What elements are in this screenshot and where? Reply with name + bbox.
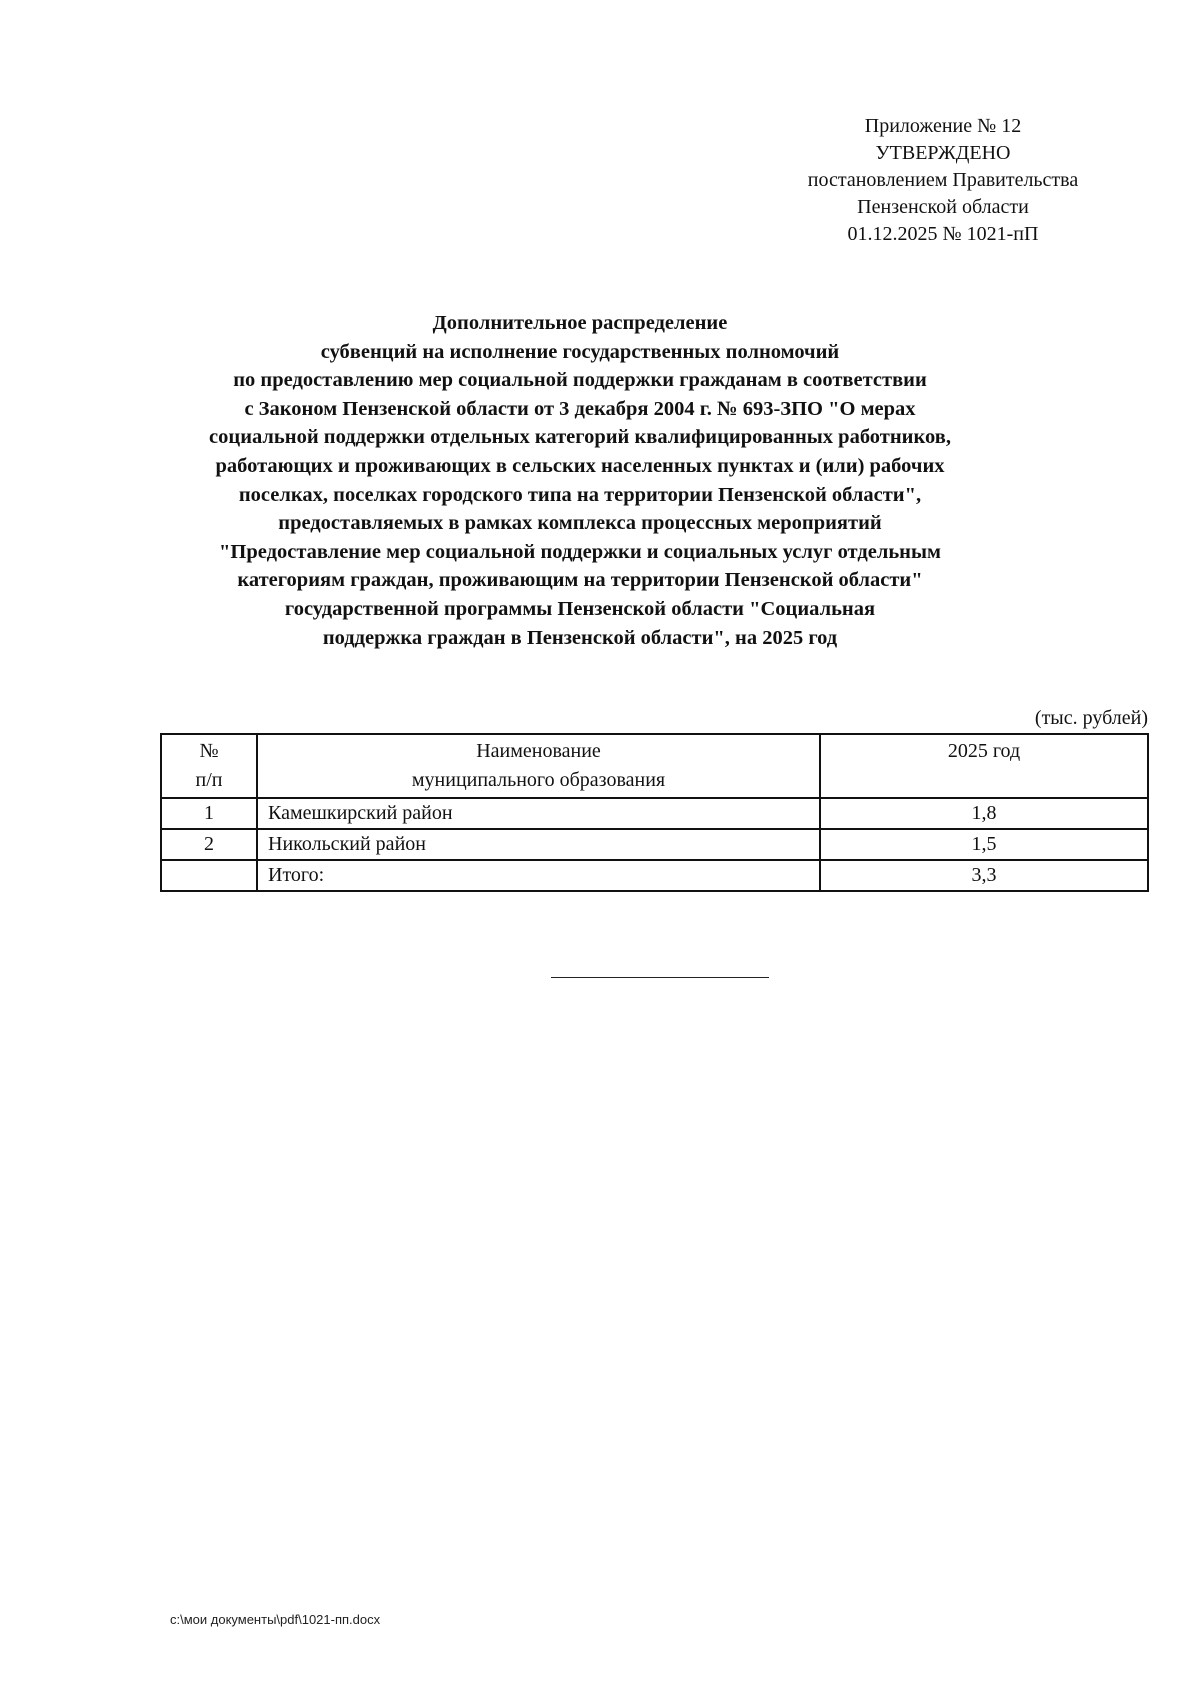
- header-municipality: Наименование муниципального образования: [257, 734, 820, 798]
- row-value: 1,8: [820, 798, 1148, 829]
- title-line: субвенций на исполнение государственных полномочий: [320, 340, 840, 363]
- title-line: предоставляемых в рамках комплекса процессных мероприятий: [278, 512, 882, 535]
- distribution-table: [160, 733, 1149, 892]
- header-year: 2025 год: [820, 734, 1148, 798]
- row-municipality: Никольский район: [257, 829, 820, 860]
- title-line: поселках, поселках городского типа на территории Пензенской области",: [238, 483, 922, 506]
- document-title: [150, 309, 1010, 652]
- row-value: 1,5: [820, 829, 1148, 860]
- table-header-row: [161, 734, 1148, 798]
- appendix-number: Приложение № 12: [864, 115, 1022, 137]
- row-number: 1: [161, 798, 257, 829]
- total-number: [161, 860, 257, 891]
- title-line: государственной программы Пензенской области "Социальная: [284, 597, 876, 620]
- approval-line: постановлением Правительства: [807, 169, 1079, 191]
- total-value: 3,3: [820, 860, 1148, 891]
- title-line: категориям граждан, проживающим на территории Пензенской области": [237, 569, 923, 592]
- separator-line: [551, 977, 769, 978]
- table-row: [161, 798, 1148, 829]
- file-path-footer: c:\мои документы\pdf\1021-пп.docx: [170, 1612, 381, 1627]
- approved-stamp: УТВЕРЖДЕНО: [875, 142, 1011, 164]
- title-line: работающих и проживающих в сельских населенных пунктах и (или) рабочих: [215, 454, 945, 477]
- row-municipality: Камешкирский район: [257, 798, 820, 829]
- row-number: 2: [161, 829, 257, 860]
- title-line: поддержка граждан в Пензенской области", на 2025 год: [322, 626, 838, 649]
- approval-date-number: 01.12.2025 № 1021-пП: [847, 223, 1039, 245]
- title-line: "Предоставление мер социальной поддержки и социальных услуг отдельным: [219, 540, 941, 563]
- approval-line: Пензенской области: [857, 196, 1029, 218]
- table-row: [161, 829, 1148, 860]
- table-total-row: [161, 860, 1148, 891]
- approval-block: [778, 113, 1108, 248]
- title-line: с Законом Пензенской области от 3 декабря 2004 г. № 693-ЗПО "О мерах: [244, 397, 916, 420]
- title-line: Дополнительное распределение: [432, 312, 728, 334]
- total-label: Итого:: [257, 860, 820, 891]
- header-number: № п/п: [161, 734, 257, 798]
- title-line: социальной поддержки отдельных категорий квалифицированных работников,: [209, 426, 951, 449]
- units-label: (тыс. рублей): [1034, 707, 1148, 729]
- title-line: по предоставлению мер социальной поддержки гражданам в соответствии: [233, 369, 927, 392]
